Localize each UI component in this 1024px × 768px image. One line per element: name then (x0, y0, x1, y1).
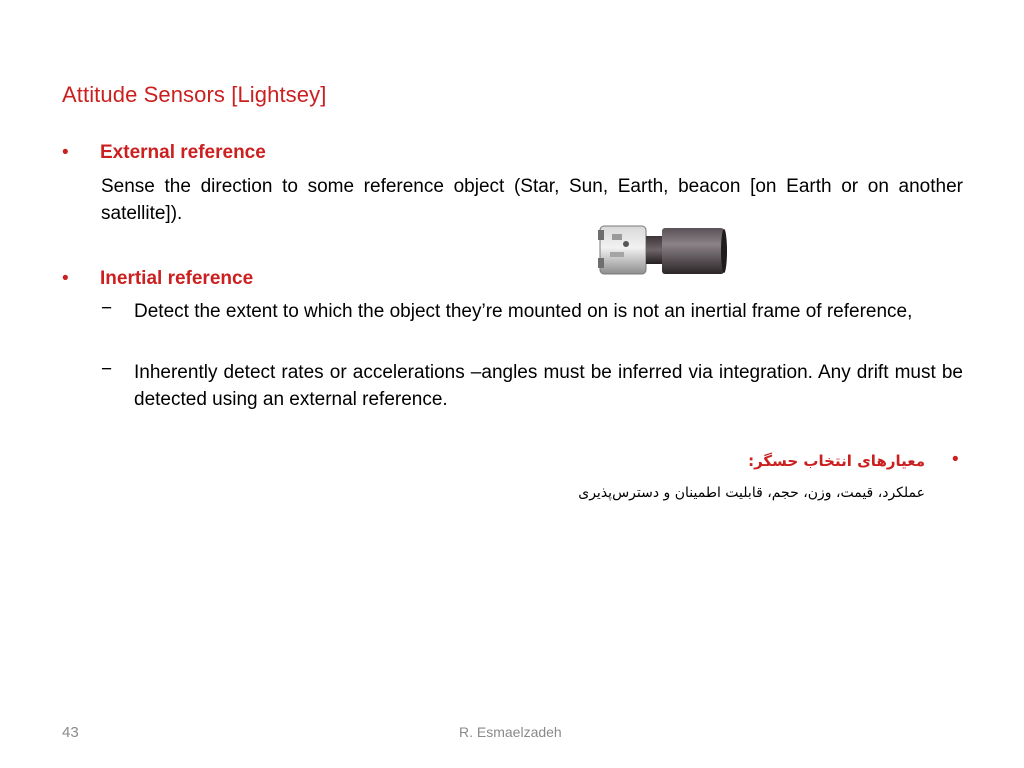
slide-title: Attitude Sensors [Lightsey] (62, 82, 327, 107)
bullet-icon: • (62, 142, 69, 163)
page-number: 43 (62, 724, 79, 741)
bullet-icon: • (62, 268, 69, 289)
sensor-photo-icon (596, 222, 728, 278)
dash-icon: − (101, 298, 113, 319)
persian-criteria-heading: معیارهای انتخاب حسگر: (748, 452, 925, 470)
inertial-item-2: Inherently detect rates or accelerations –angles must be inferred via integration. Any drift must be detected using an external reference. (134, 362, 963, 410)
inertial-item-1: Detect the extent to which the object they’re mounted on is not an inertial frame of reference, (134, 301, 913, 322)
inertial-reference-heading: Inertial reference (100, 268, 254, 289)
footer-author: R. Esmaelzadeh (459, 724, 562, 740)
bullet-icon: • (952, 449, 959, 470)
external-reference-heading: External reference (100, 142, 266, 163)
external-reference-text: Sense the direction to some reference object (Star, Sun, Earth, beacon [on Earth or on another satellite]). (101, 176, 963, 224)
persian-criteria-text: عملکرد، قیمت، وزن، حجم، قابلیت اطمینان و دسترس‌پذیری (578, 485, 925, 501)
dash-icon: − (101, 359, 113, 380)
